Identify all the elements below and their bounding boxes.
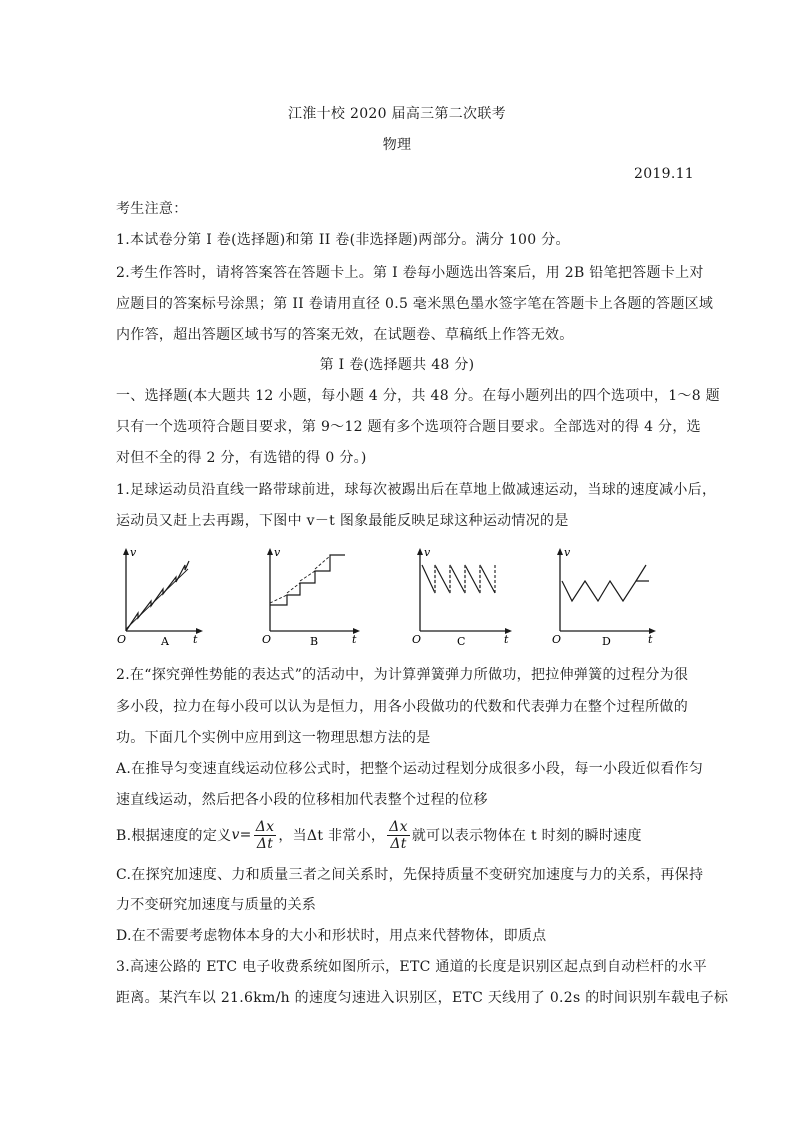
q2-option-b-equals: = <box>239 827 252 843</box>
graph-b-t-label: t <box>352 633 357 646</box>
graph-d-v-label: v <box>564 546 571 559</box>
vt-graph-c <box>410 543 512 648</box>
q2-line-1: 2.在“探究弹性势能的表达式”的活动中，为计算弹簧弹力所做功，把拉伸弹簧的过程分为很 <box>116 667 689 683</box>
notice-heading: 考生注意： <box>116 201 188 217</box>
graph-c-t-label: t <box>504 633 509 646</box>
fraction-numerator: Δx <box>389 818 408 835</box>
q2-option-d: D.在不需要考虑物体本身的大小和形状时，用点来代替物体，即质点 <box>116 928 547 944</box>
q2-option-b-v: v <box>231 827 240 843</box>
section-instructions-line-2: 只有一个选项符合题目要求，第 9～12 题有多个选项符合题目要求。全部选对的得 4 分，选 <box>116 419 701 435</box>
notice-item-2-line-3: 内作答，超出答题区域书写的答案无效，在试题卷、草稿纸上作答无效。 <box>116 327 574 343</box>
q2-option-c-line-1: C.在探究加速度、力和质量三者之间关系时，先保持质量不变研究加速度与力的关系，再保持 <box>116 867 704 883</box>
q1-line-1: 1.足球运动员沿直线一路带球前进，球每次被踢出后在草地上做减速运动，当球的速度减小后， <box>116 482 717 498</box>
graph-d-label: D <box>602 635 611 648</box>
graph-c-v-label: v <box>424 546 431 559</box>
section-instructions-line-1: 一、选择题(本大题共 12 小题，每小题 4 分，共 48 分。在每小题列出的四个选项中，1～8 题 <box>116 388 720 404</box>
vt-graph-a <box>113 543 203 648</box>
fraction-denominator: Δt <box>256 835 274 852</box>
graph-a-t-label: t <box>193 633 198 646</box>
graph-c-label: C <box>457 635 466 648</box>
graph-b-origin: O <box>262 633 272 646</box>
fraction-numerator: Δx <box>255 818 275 835</box>
q2-option-b-prefix: B.根据速度的定义 <box>116 828 232 844</box>
q2-option-b-fraction-2 <box>387 819 410 852</box>
q2-option-a-line-2: 速直线运动，然后把各小段的位移相加代表整个过程的位移 <box>116 792 488 808</box>
section-title: 第 I 卷(选择题共 48 分) <box>319 357 475 373</box>
notice-item-2-line-1: 2.考生作答时，请将答案答在答题卡上。第 I 卷每小题选出答案后，用 2B 铅笔把答题卡上对 <box>116 265 704 281</box>
graph-c-origin: O <box>412 633 422 646</box>
graph-d-t-label: t <box>648 633 653 646</box>
graph-a-label: A <box>161 635 169 648</box>
notice-item-2-line-2: 应题目的答案标号涂黑；第 II 卷请用直径 0.5 毫米黑色墨水签字笔在答题卡上各题的答题区域 <box>116 296 714 312</box>
q2-line-3: 功。下面几个实例中应用到这一物理思想方法的是 <box>116 730 431 746</box>
exam-title: 江淮十校 2020 届高三第二次联考 <box>288 106 506 122</box>
q2-option-b-suffix: 就可以表示物体在 t 时刻的瞬时速度 <box>411 828 642 844</box>
graph-b-v-label: v <box>274 546 281 559</box>
vt-graph-d <box>550 543 656 648</box>
graph-d-origin: O <box>552 633 562 646</box>
q3-line-2: 距离。某汽车以 21.6km/h 的速度匀速进入识别区，ETC 天线用了 0.2s 的时间识别车载电子标 <box>116 990 729 1006</box>
q2-option-b <box>116 817 642 853</box>
exam-subject: 物理 <box>382 137 412 153</box>
exam-date: 2019.11 <box>634 166 694 182</box>
graph-a-v-label: v <box>130 546 137 559</box>
q2-option-b-fraction-1 <box>254 819 277 852</box>
graph-a-origin: O <box>117 633 127 646</box>
q2-option-a-line-1: A.在推导匀变速直线运动位移公式时，把整个运动过程划分成很多小段，每一小段近似看作匀 <box>116 761 704 777</box>
q2-line-2: 多小段，拉力在每小段可以认为是恒力，用各小段做功的代数和代表弹力在整个过程所做的 <box>116 699 688 715</box>
q3-line-1: 3.高速公路的 ETC 电子收费系统如图所示，ETC 通道的长度是识别区起点到自动栏杆的水平 <box>116 959 708 975</box>
vt-graph-b <box>260 543 360 648</box>
section-instructions-line-3: 对但不全的得 2 分，有选错的得 0 分。) <box>116 450 367 466</box>
q2-option-b-middle: ，当Δt 非常小， <box>278 828 386 844</box>
q2-option-c-line-2: 力不变研究加速度与质量的关系 <box>116 897 317 913</box>
notice-item-1: 1.本试卷分第 I 卷(选择题)和第 II 卷(非选择题)两部分。满分 100 分。 <box>116 232 570 248</box>
fraction-denominator: Δt <box>390 835 407 852</box>
q1-line-2: 运动员又赶上去再踢，下图中 v－t 图象最能反映足球这种运动情况的是 <box>116 513 569 529</box>
graph-b-label: B <box>310 635 319 648</box>
